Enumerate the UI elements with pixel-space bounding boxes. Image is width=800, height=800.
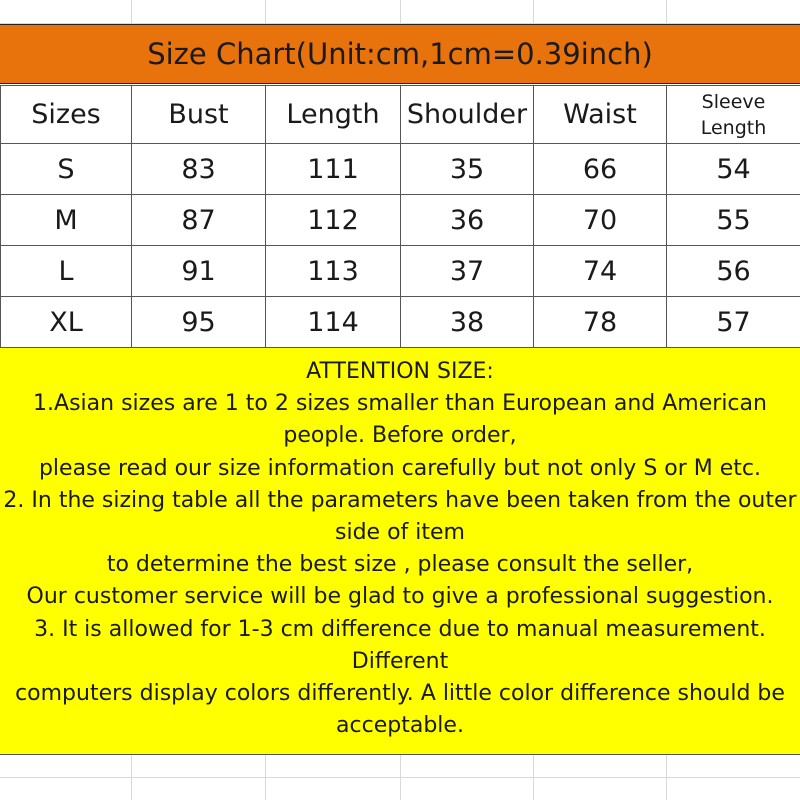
header-sizes: Sizes [1,86,132,144]
sleeve-length-cell: 57 [667,297,800,348]
size-cell: L [1,246,132,297]
table-row [1,246,800,297]
sleeve-length-cell: 56 [667,246,800,297]
sleeve-length-cell: 54 [667,144,800,195]
size-cell: S [1,144,132,195]
attention-notice [0,347,800,755]
table-header-row [1,86,800,144]
length-cell: 112 [266,195,401,246]
notice-line: 2. In the sizing table all the parameters have been taken from the outer [3,487,797,513]
sleeve-length-cell: 55 [667,195,800,246]
notice-line: acceptable. [336,713,464,739]
notice-line: Different [351,648,449,674]
length-cell: 111 [266,144,401,195]
bust-cell: 87 [132,195,266,246]
size-table [0,85,800,348]
notice-line: please read our size information carefully but not only S or M etc. [38,455,762,481]
size-chart-title: Size Chart(Unit:cm,1cm=0.39inch) [0,24,800,84]
shoulder-cell: 38 [401,297,534,348]
waist-cell: 78 [534,297,667,348]
notice-line: Our customer service will be glad to give a professional suggestion. [26,584,774,610]
size-cell: M [1,195,132,246]
notice-line: people. Before order, [283,423,517,449]
header-shoulder: Shoulder [401,86,534,144]
size-cell: XL [1,297,132,348]
shoulder-cell: 37 [401,246,534,297]
header-length: Length [266,86,401,144]
bust-cell: 83 [132,144,266,195]
bust-cell: 95 [132,297,266,348]
shoulder-cell: 35 [401,144,534,195]
waist-cell: 74 [534,246,667,297]
header-bust: Bust [132,86,266,144]
attention-heading: ATTENTION SIZE: [306,359,494,384]
notice-line: to determine the best size , please consult the seller, [106,552,694,578]
notice-line: 3. It is allowed for 1-3 cm difference due to manual measurement. [34,616,766,642]
table-row [1,195,800,246]
shoulder-cell: 36 [401,195,534,246]
length-cell: 113 [266,246,401,297]
length-cell: 114 [266,297,401,348]
waist-cell: 66 [534,144,667,195]
table-row [1,297,800,348]
header-waist: Waist [534,86,667,144]
notice-line: computers display colors differently. A little color difference should be [15,681,785,707]
notice-line: side of item [335,520,465,546]
bust-cell: 91 [132,246,266,297]
waist-cell: 70 [534,195,667,246]
header-sleeve-length: Sleeve Length [667,86,800,144]
notice-line: 1.Asian sizes are 1 to 2 sizes smaller than European and American [33,391,767,417]
table-row [1,144,800,195]
